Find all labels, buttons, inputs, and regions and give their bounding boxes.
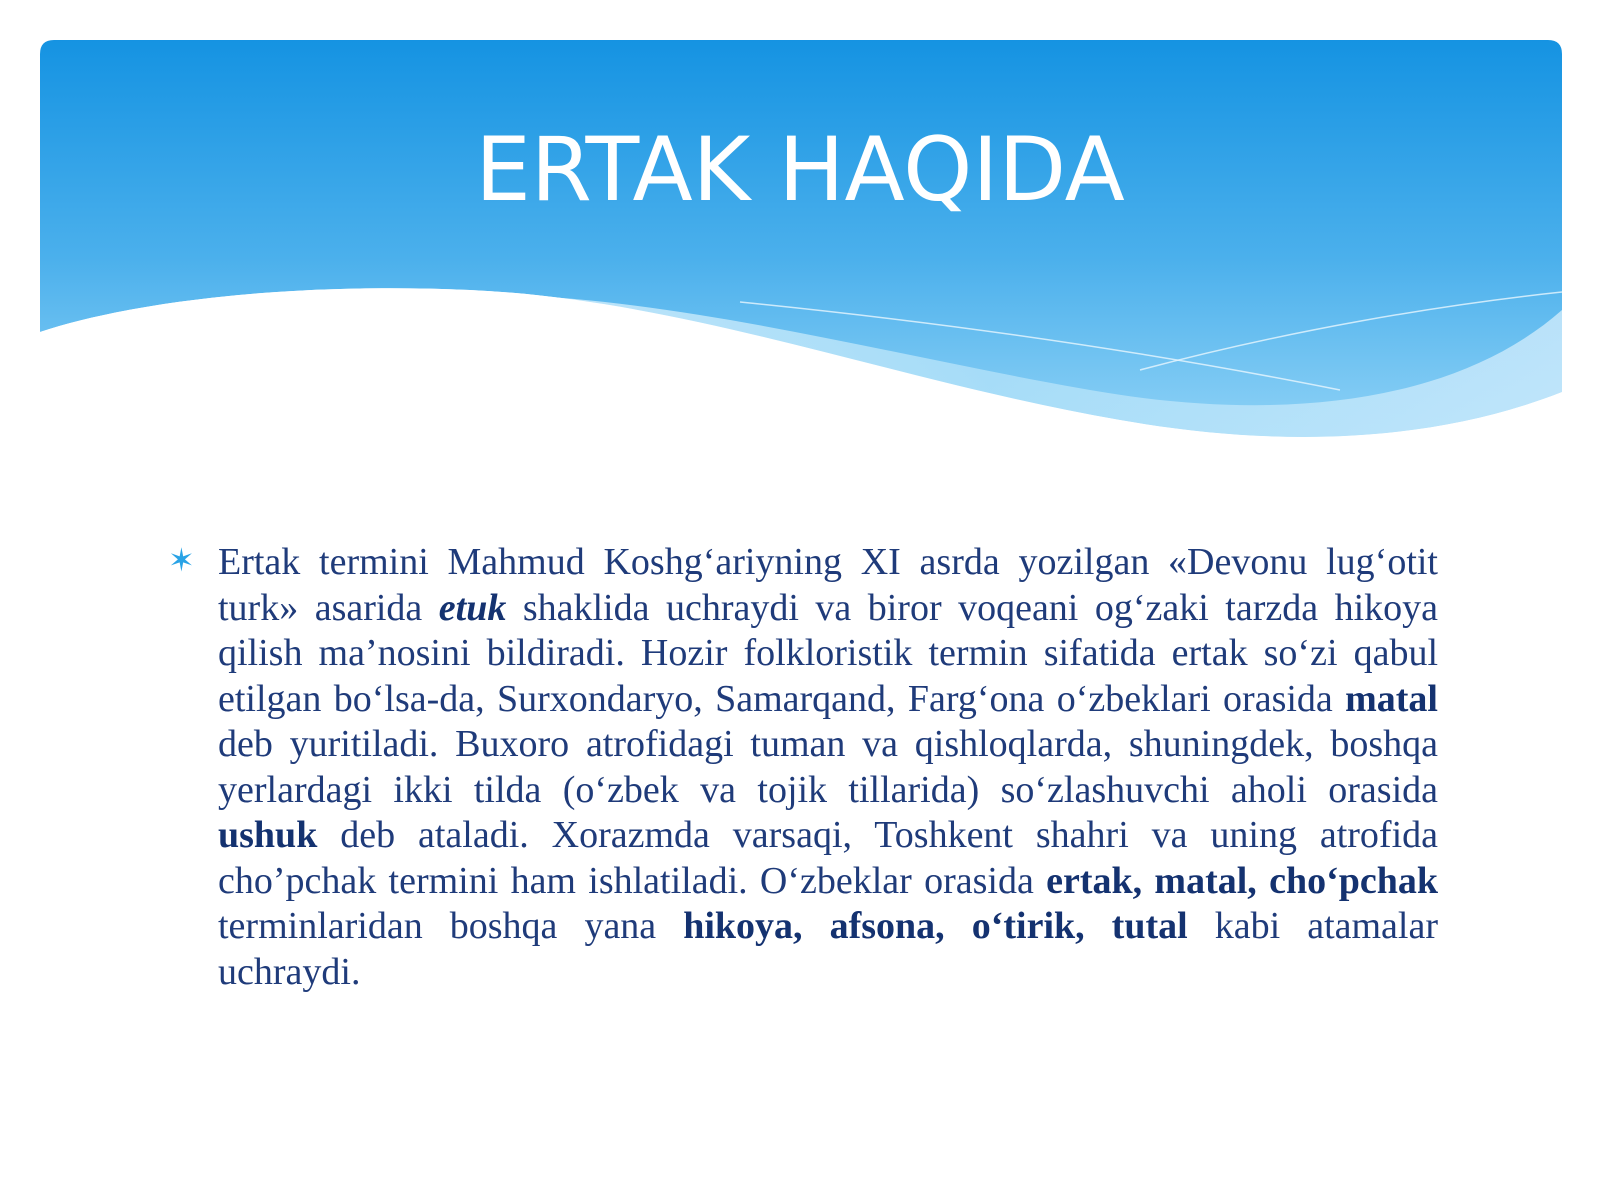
content-area [168,540,1438,995]
text-segment: terminlaridan boshqa yana [218,905,684,947]
text-segment: Ertak termini Mahmud Koshg‘ariyning XI asrda yozilgan «Devonu lug‘otit turk» asarida [218,541,1438,629]
wave-background [40,40,1562,460]
term-etuk: etuk [438,586,507,629]
asterisk-icon: ✶ [168,541,195,579]
terms-group-2: hikoya, afsona, o‘tirik, tutal [683,905,1188,947]
term-ushuk: ushuk [218,814,318,856]
text-segment: shaklida uchraydi va biror voqeani og‘zaki tarzda hikoya qilish ma’nosini bildiradi. Hozir folkloristik termin sifatida ertak so‘zi qabul etilgan bo‘lsa-da, Surxondaryo, Samarqand, Farg‘ona o‘zbeklari orasida [218,586,1438,720]
text-segment: kabi atamalar uchraydi. [218,905,1438,993]
text-segment: deb ataladi. Xorazmda varsaqi, Toshkent shahri va uning atrofida cho’pchak termini ham ishlatiladi. O‘zbeklar orasida [218,814,1438,902]
slide-title: ERTAK HAQIDA [475,118,1125,221]
header-banner [40,40,1562,460]
text-segment: deb yuritiladi. Buxoro atrofidagi tuman va qishloqlarda, shuningdek, boshqa yerlardagi ikki tilda (o‘zbek va tojik tillarida) so‘zlashuvchi aholi orasida [218,723,1438,811]
term-matal: matal [1345,677,1438,720]
terms-group-1: ertak, matal, cho‘pchak [1046,859,1438,902]
body-paragraph [218,540,1438,995]
